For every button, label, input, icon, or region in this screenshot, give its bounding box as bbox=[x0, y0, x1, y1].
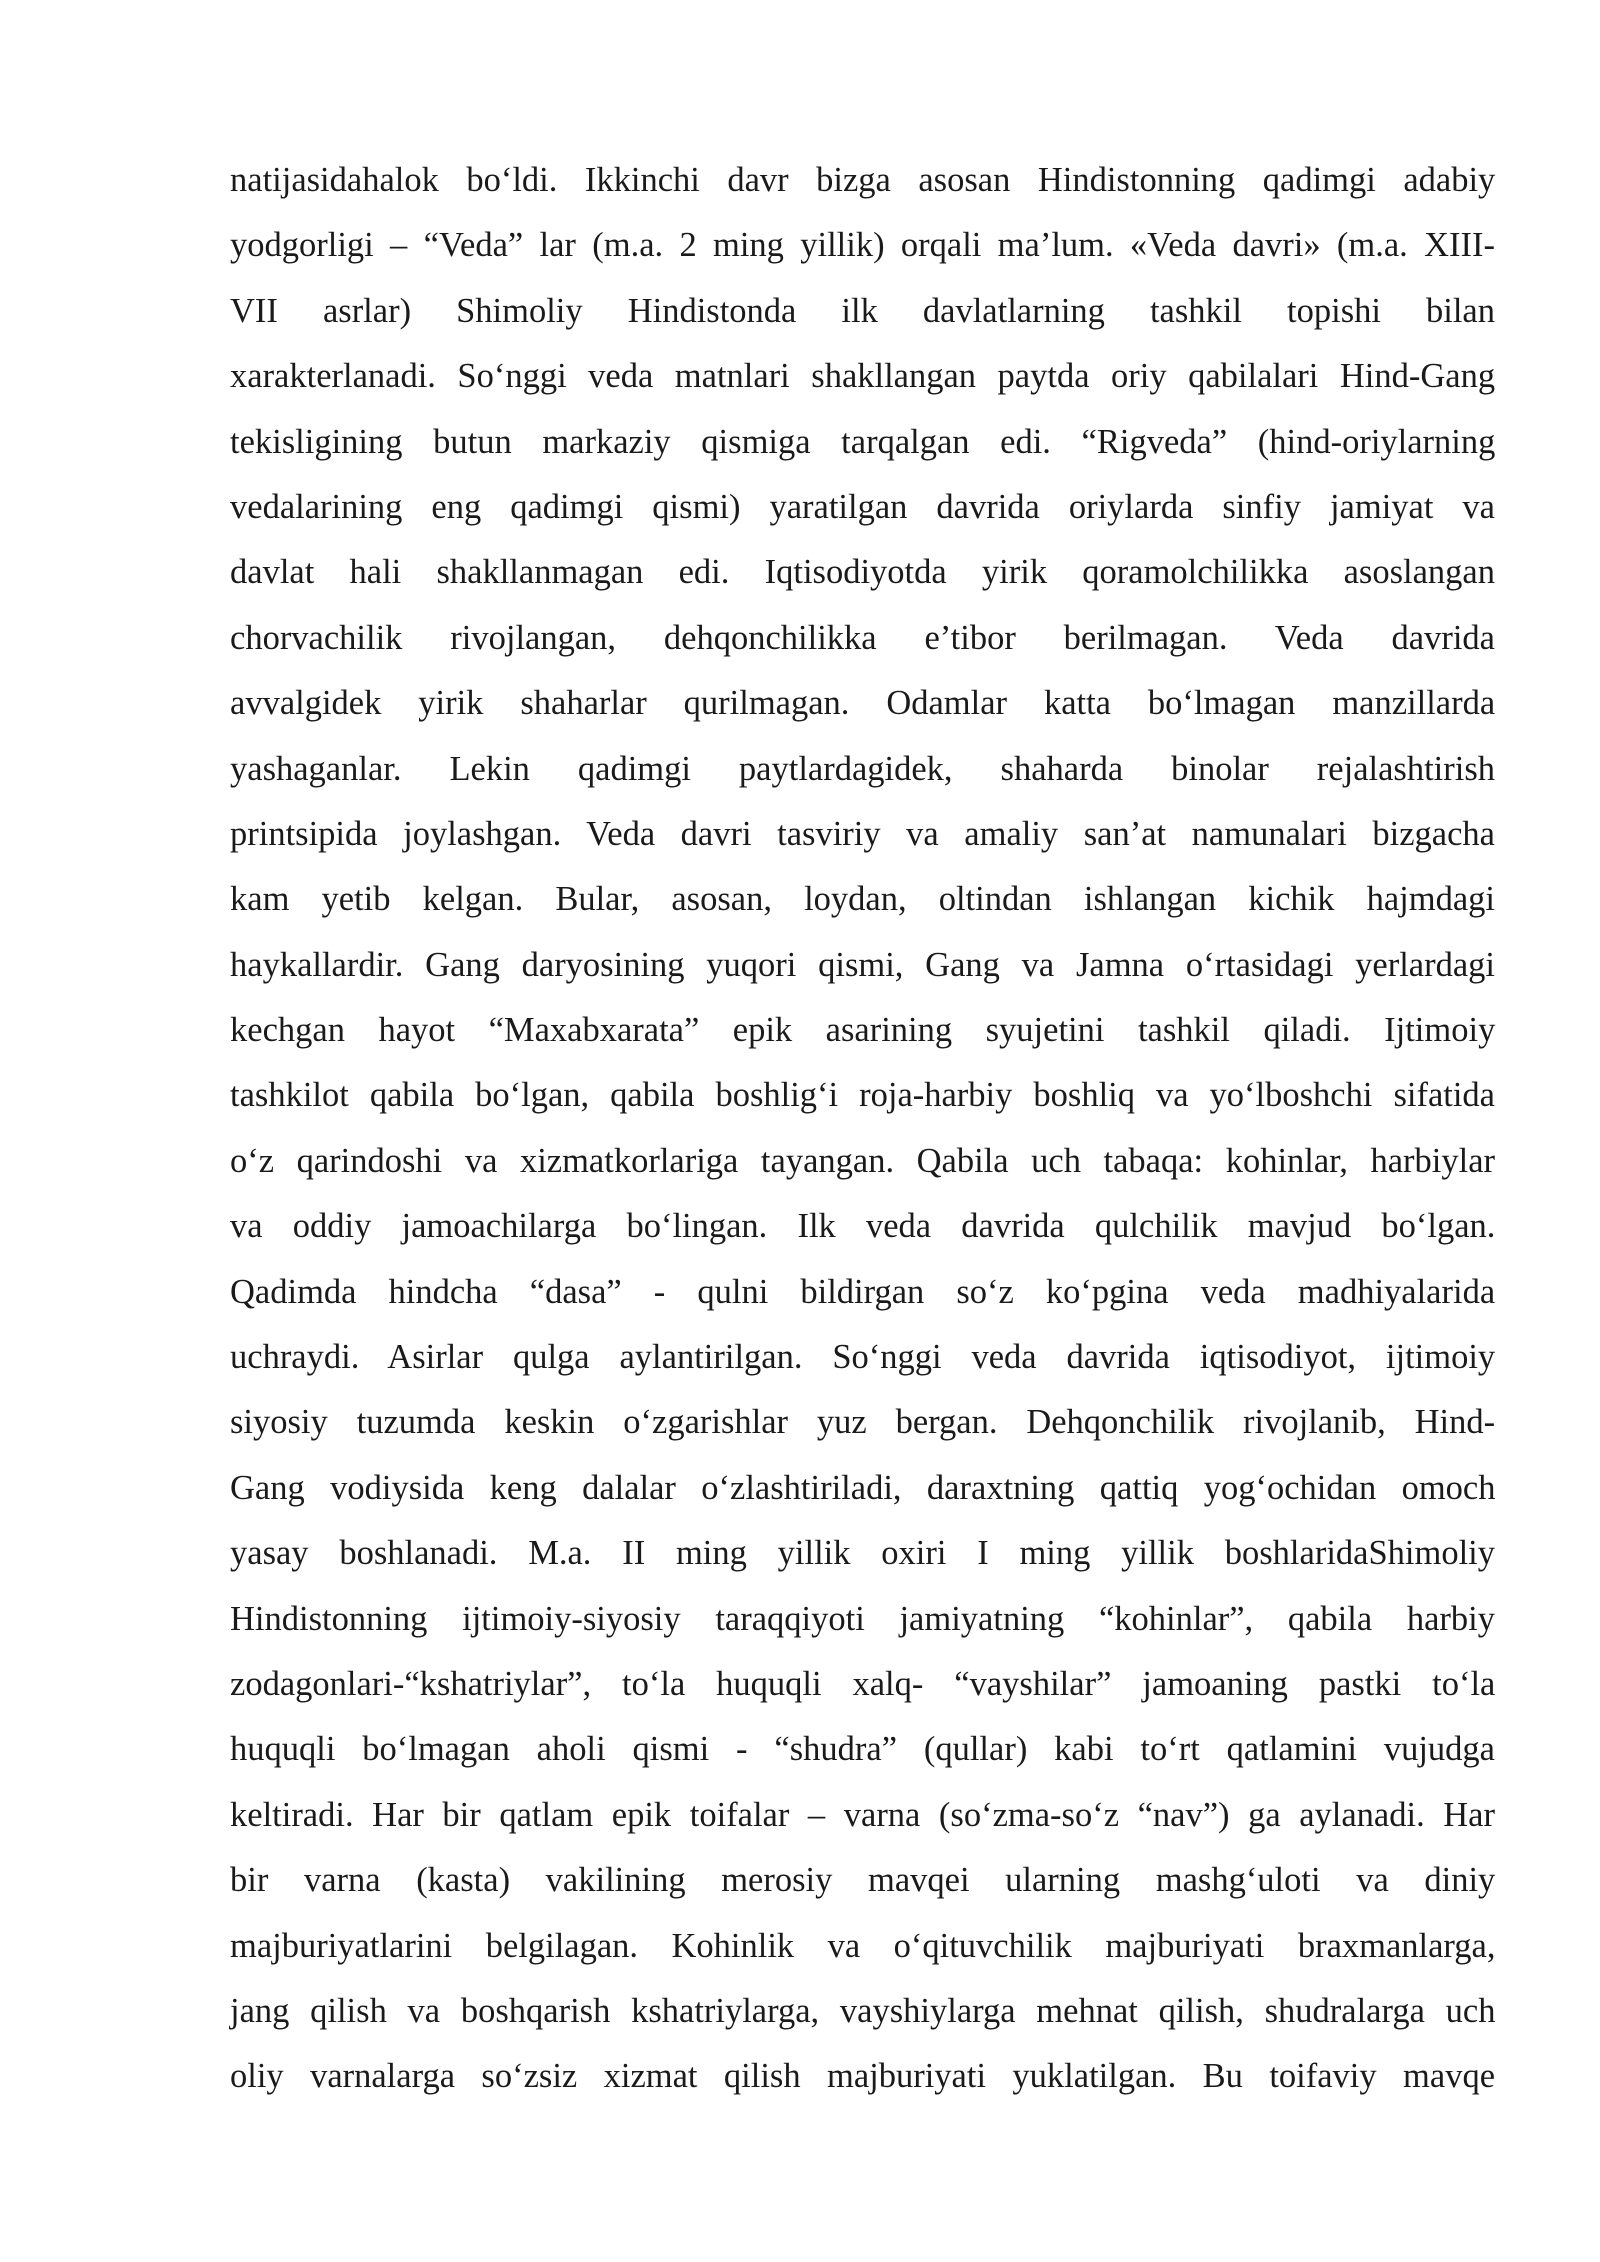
text-line: va oddiy jamoachilarga bo‘lingan. Ilk veda davrida qulchilik mavjud bo‘lgan. bbox=[230, 1207, 1496, 1246]
text-line: siyosiy tuzumda keskin o‘zgarishlar yuz bergan. Dehqonchilik rivojlanib, Hind- bbox=[230, 1403, 1496, 1442]
text-line: yashaganlar. Lekin qadimgi paytlardagidek, shaharda binolar rejalashtirish bbox=[230, 749, 1495, 788]
text-line: printsipida joylashgan. Veda davri tasviriy va amaliy san’at namunalari bizgacha bbox=[230, 814, 1495, 853]
text-line: Qadimda hindcha “dasa” - qulni bildirgan so‘z ko‘pgina veda madhiyalarida bbox=[230, 1272, 1496, 1311]
text-line: uchraydi. Asirlar qulga aylantirilgan. So‘nggi veda davrida iqtisodiyot, ijtimoiy bbox=[230, 1338, 1496, 1377]
text-line: huquqli bo‘lmagan aholi qismi - “shudra” (qullar) kabi to‘rt qatlamini vujudga bbox=[230, 1730, 1495, 1769]
text-line: avvalgidek yirik shaharlar qurilmagan. Odamlar katta bo‘lmagan manzillarda bbox=[230, 684, 1496, 723]
text-line: tekisligining butun markaziy qismiga tarqalgan edi. “Rigveda” (hind-oriylarning bbox=[230, 422, 1496, 461]
text-line: kam yetib kelgan. Bular, asosan, loydan, oltindan ishlangan kichik hajmdagi bbox=[230, 880, 1495, 919]
text-line: yasay boshlanadi. M.a. II ming yillik oxiri I ming yillik boshlaridaShimoliy bbox=[230, 1534, 1495, 1573]
body-text bbox=[230, 148, 1495, 2110]
text-line: tashkilot qabila bo‘lgan, qabila boshlig‘i roja-harbiy boshliq va yo‘lboshchi sifatida bbox=[230, 1076, 1495, 1115]
text-line: oliy varnalarga so‘zsiz xizmat qilish majburiyati yuklatilgan. Bu toifaviy mavqe bbox=[230, 2057, 1496, 2096]
text-line: Gang vodiysida keng dalalar o‘zlashtiriladi, daraxtning qattiq yog‘ochidan omoch bbox=[230, 1468, 1496, 1507]
text-line: majburiyatlarini belgilagan. Kohinlik va o‘qituvchilik majburiyati braxmanlarga, bbox=[230, 1926, 1496, 1965]
text-line: haykallardir. Gang daryosining yuqori qismi, Gang va Jamna o‘rtasidagi yerlardagi bbox=[230, 945, 1495, 984]
text-line: VII asrlar) Shimoliy Hindistonda ilk davlatlarning tashkil topishi bilan bbox=[230, 291, 1495, 330]
text-line: o‘z qarindoshi va xizmatkorlariga tayangan. Qabila uch tabaqa: kohinlar, harbiylar bbox=[230, 1141, 1495, 1180]
text-line: vedalarining eng qadimgi qismi) yaratilgan davrida oriylarda sinfiy jamiyat va bbox=[230, 487, 1495, 526]
text-line: chorvachilik rivojlangan, dehqonchilikka e’tibor berilmagan. Veda davrida bbox=[230, 618, 1495, 657]
text-line: jang qilish va boshqarish kshatriylarga, vayshiylarga mehnat qilish, shudralarga uch bbox=[230, 1991, 1496, 2030]
text-line: bir varna (kasta) vakilining merosiy mavqei ularning mashg‘uloti va diniy bbox=[230, 1861, 1496, 1900]
text-line: natijasidahalok bo‘ldi. Ikkinchi davr bizga asosan Hindistonning qadimgi adabiy bbox=[230, 161, 1496, 199]
text-line: xarakterlanadi. So‘nggi veda matnlari shakllangan paytda oriy qabilalari Hind-Gang bbox=[230, 357, 1496, 396]
text-line: yodgorligi – “Veda” lar (m.a. 2 ming yillik) orqali ma’lum. «Veda davri» (m.a. XIII- bbox=[230, 226, 1495, 265]
text-line: davlat hali shakllanmagan edi. Iqtisodiyotda yirik qoramolchilikka asoslangan bbox=[230, 553, 1495, 592]
text-line: kechgan hayot “Maxabxarata” epik asarining syujetini tashkil qiladi. Ijtimoiy bbox=[230, 1011, 1496, 1050]
text-line: Hindistonning ijtimoiy-siyosiy taraqqiyoti jamiyatning “kohinlar”, qabila harbiy bbox=[230, 1599, 1495, 1638]
text-line: zodagonlari-“kshatriylar”, to‘la huquqli xalq- “vayshilar” jamoaning pastki to‘la bbox=[230, 1664, 1496, 1703]
text-line: keltiradi. Har bir qatlam epik toifalar – varna (so‘zma-so‘z “nav”) ga aylanadi. Har bbox=[230, 1795, 1495, 1834]
